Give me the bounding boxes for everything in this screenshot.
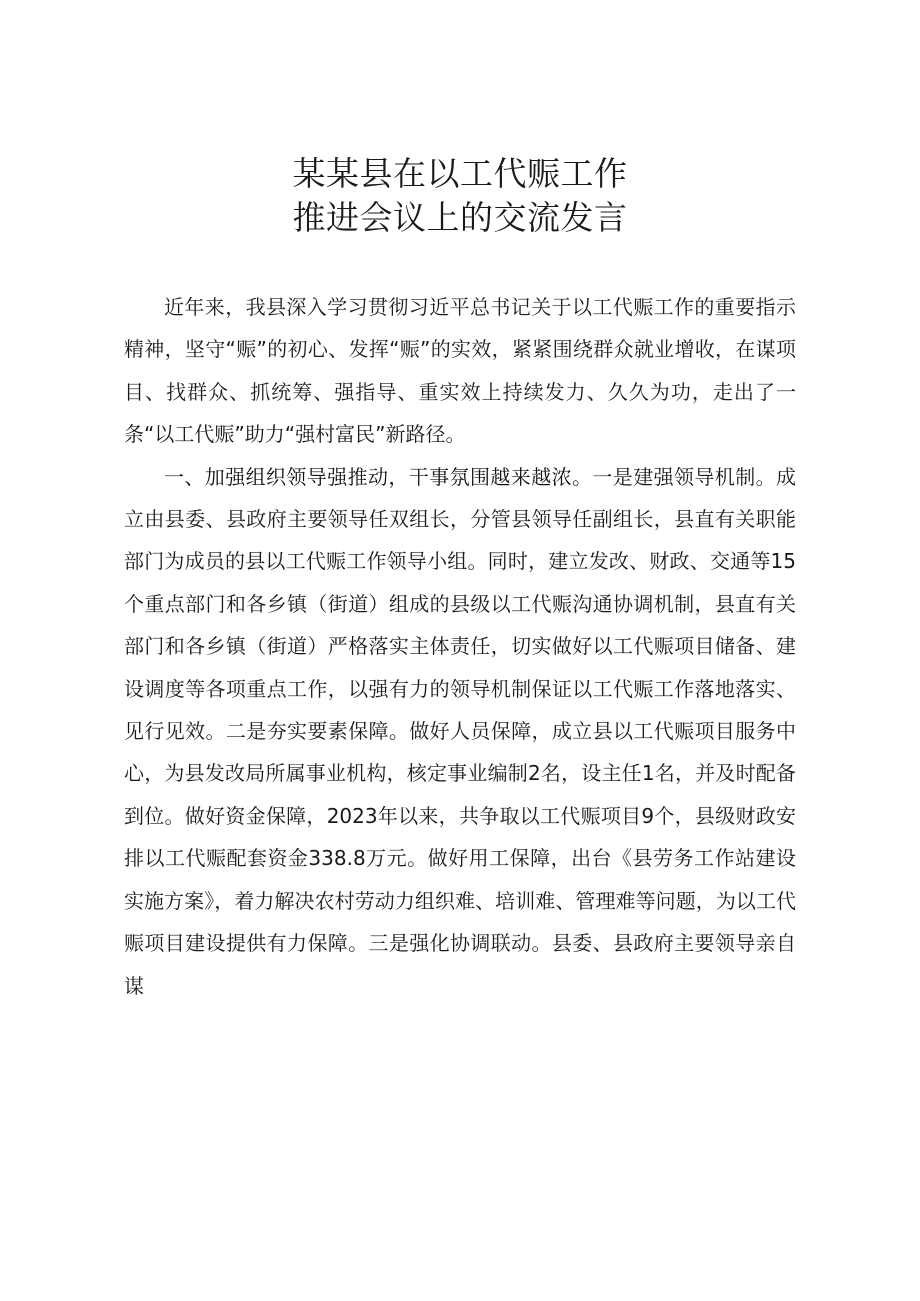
paragraph-section-1 — [124, 456, 796, 1007]
section-1-body: 一是建强领导机制。成立由县委、县政府主要领导任双组长，分管县领导任副组长，县直有关职能部门为成员的县以工代赈工作领导小组。同时，建立发改、财政、交通等15个重点部门和各乡镇（街道）组成的县级以工代赈沟通协调机制，县直有关部门和各乡镇（街道）严格落实主体责任，切实做好以工代赈项目储备、建设调度等各项重点工作，以强有力的领导机制保证以工代赈工作落地落实、见行见效。二是夯实要素保障。做好人员保障，成立县以工代赈项目服务中心，为县发改局所属事业机构，核定事业编制2名，设主任1名，并及时配备到位。做好资金保障，2023年以来，共争取以工代赈项目9个，县级财政安排以工代赈配套资金338.8万元。做好用工保障，出台《县劳务工作站建设实施方案》，着力解决农村劳动力组织难、培训难、管理难等问题，为以工代赈项目建设提供有力保障。三是强化协调联动。县委、县政府主要领导亲自谋 — [124, 464, 797, 998]
paragraph-intro: 近年来，我县深入学习贯彻习近平总书记关于以工代赈工作的重要指示精神，坚守“赈”的初心、发挥“赈”的实效，紧紧围绕群众就业增收，在谋项目、找群众、抓统筹、强指导、重实效上持续发力、久久为功，走出了一条“以工代赈”助力“强村富民”新路径。 — [124, 295, 796, 447]
section-1-heading: 一、加强组织领导强推动，干事氛围越来越浓。 — [164, 464, 593, 489]
document-body — [124, 286, 796, 1007]
title-line-2: 推进会议上的交流发言 — [292, 198, 628, 237]
title-line-1: 某某县在以工代赈工作 — [292, 154, 628, 193]
document-title — [0, 152, 920, 240]
